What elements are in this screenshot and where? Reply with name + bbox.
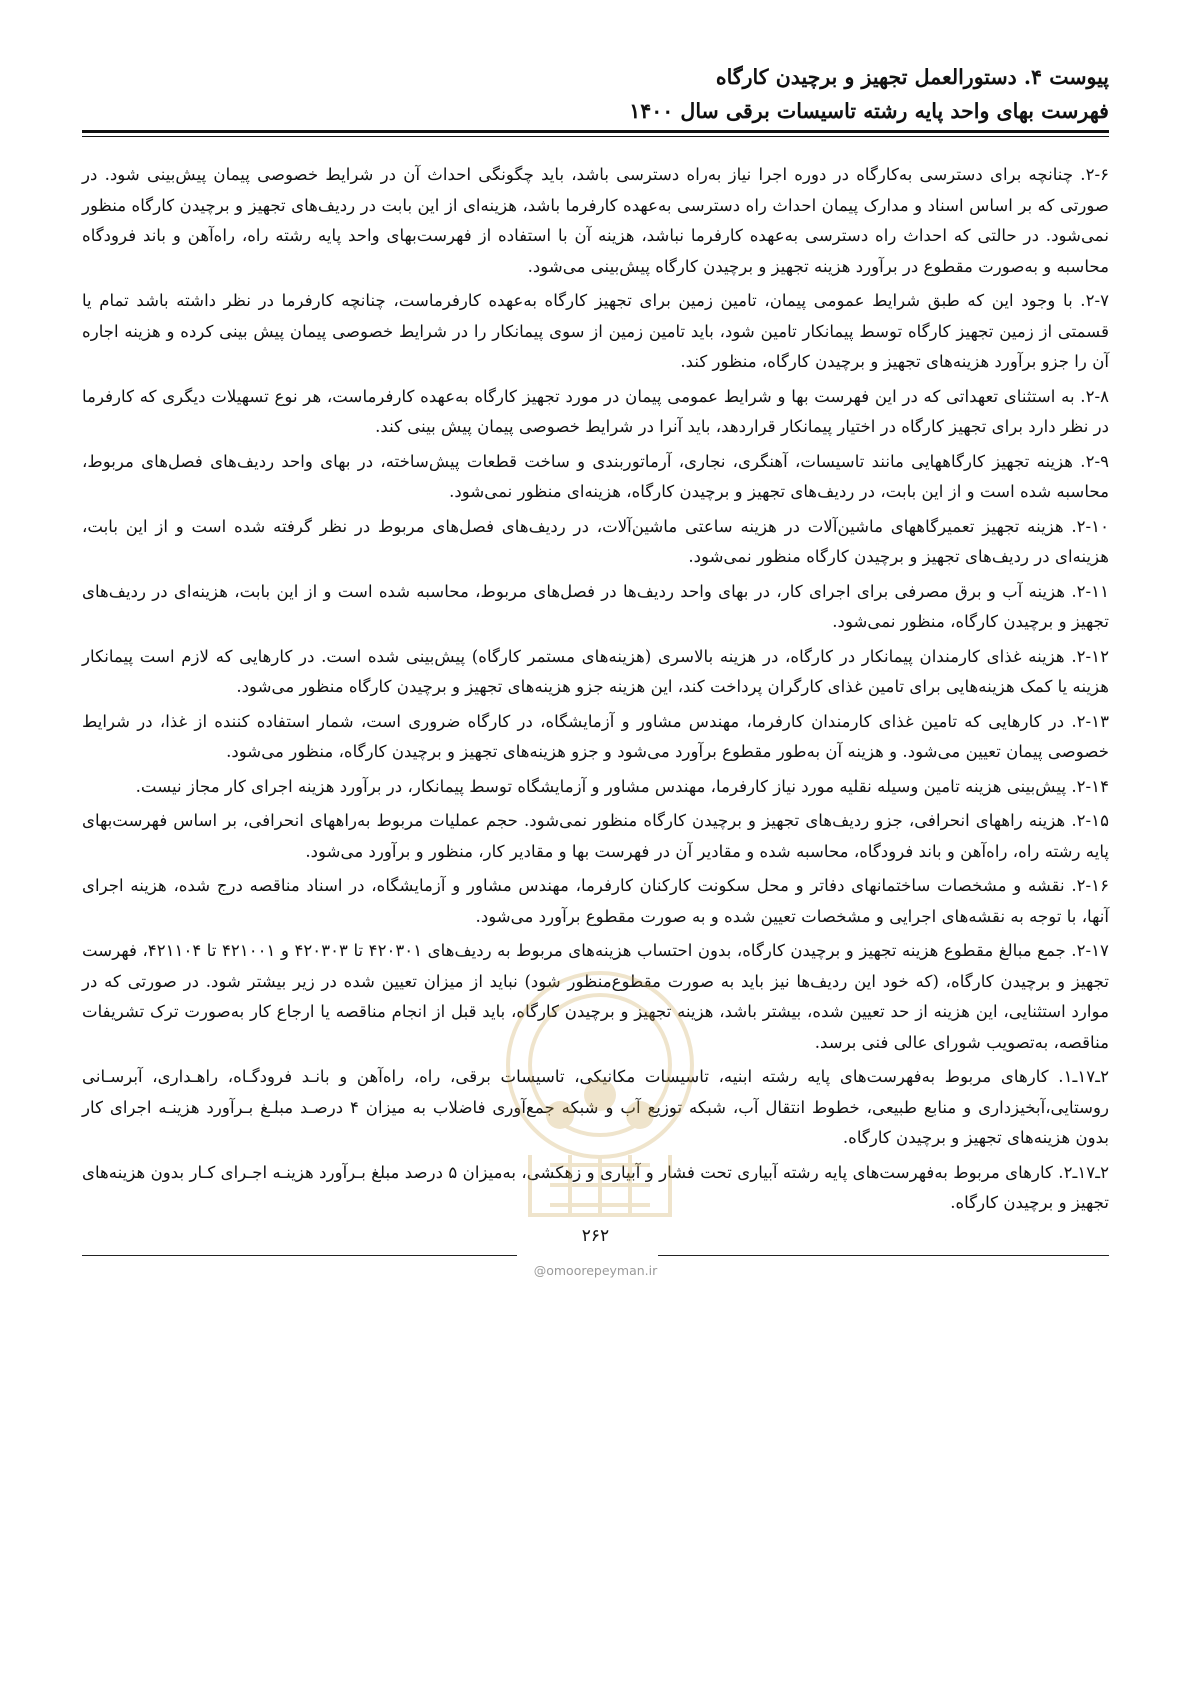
page-header xyxy=(79,60,1109,128)
header-title: پیوست ۴. دستورالعمل تجهیز و برچیدن کارگاه xyxy=(715,65,1109,89)
body-text xyxy=(82,160,1109,1223)
paragraph-2-8: ۲-۸. به استثنای تعهداتی که در این فهرست بها و شرایط عمومی پیمان در مورد تجهیز کارگاه به‌عهده کارفرماست، هر نوع تسهیلات دیگری که کارفرما در نظر دارد برای تجهیز کارگاه در اختیار پیمانکار قراردهد، باید آنرا در شرایط خصوصی پیمان پیش بینی کند. xyxy=(82,386,1109,436)
paragraph-2-7: ۲-۷. با وجود این که طبق شرایط عمومی پیمان، تامین زمین برای تجهیز کارگاه به‌عهده کارفرماست، چنانچه کارفرما در نظر داشته باشد تمام یا قسمتی از زمین تجهیز کارگاه توسط پیمانکار تامین شود، باید تامین زمین از سوی پیمانکار را در شرایط خصوصی پیمان پیش بینی کرده و هزینه اجاره آن را جزو برآورد هزینه‌های تجهیز و برچیدن کارگاه، منظور کند. xyxy=(82,291,1109,371)
paragraph-2-16: ۲-۱۶. نقشه و مشخصات ساختمانهای دفاتر و محل سکونت کارکنان کارفرما، مهندس مشاور و آزمایشگاه، در اسناد مناقصه درج شده، هزینه اجرای آنها، با توجه به نقشه‌های اجرایی و مشخصات تعیین شده و به صورت مقطوع برآورد می‌شود. xyxy=(82,876,1109,926)
paragraph-2-17: ۲-۱۷. جمع مبالغ مقطوع هزینه تجهیز و برچیدن کارگاه، بدون احتساب هزینه‌های مربوط به ردیف‌های ۴۲۰۳۰۱ تا ۴۲۰۳۰۳ و ۴۲۱۰۰۱ تا ۴۲۱۱۰۴، فهرست تجهیز و برچیدن کارگاه، (که خود این ردیف‌ها نیز باید به صورت مقطوع‌منظور شود) نباید از میزان تعیین شده در زیر بیشتر شود. در صورتی که در موارد استثنایی، این هزینه از حد تعیین شده، بیشتر باشد، هزینه تجهیز و برچیدن کارگاه، باید قبل از انجام مناقصه یا ارجاع کار به‌صورت ترک تشریفات مناقصه، به‌تصویب شورای عالی فنی برسد. xyxy=(82,941,1109,1052)
paragraph-2-14: ۲-۱۴. پیش‌بینی هزینه تامین وسیله نقلیه مورد نیاز کارفرما، مهندس مشاور و آزمایشگاه توسط پیمانکار، در برآورد هزینه اجرای کار مجاز نیست. xyxy=(135,776,1109,796)
paragraph-2-17-2: ۲ـ۱۷ـ۲. کارهای مربوط به‌فهرست‌های پایه رشته آبیاری تحت فشار و آبیاری و زهکشی، به‌میزان ۵ درصد مبلغ بـرآورد هزینـه اجـرای کـار بدون هزینه‌های تجهیز و برچیدن کارگاه. xyxy=(82,1162,1109,1212)
paragraph-2-12: ۲-۱۲. هزینه غذای کارمندان پیمانکار در کارگاه، در هزینه بالاسری (هزینه‌های مستمر کارگاه) پیش‌بینی شده است. در کارهایی که لازم است پیمانکار هزینه یا کمک هزینه‌هایی برای تامین غذای کارگران پرداخت کند، این هزینه جزو هزینه‌های تجهیز و برچیدن کارگاه منظور می‌شود. xyxy=(82,646,1109,696)
footer-rule-right xyxy=(658,1255,1109,1256)
paragraph-2-10: ۲-۱۰. هزینه تجهیز تعمیرگاههای ماشین‌آلات در هزینه ساعتی ماشین‌آلات، در ردیف‌های فصل‌های مربوط در نظر گرفته شده است و از این بابت، هزینه‌ای در ردیف‌های تجهیز و برچیدن کارگاه منظور نمی‌شود. xyxy=(82,516,1109,566)
paragraph-2-9: ۲-۹. هزینه تجهیز کارگاههایی مانند تاسیسات، آهنگری، نجاری، آرماتوربندی و ساخت قطعات پیش‌ساخته، در بهای واحد ردیف‌های فصل‌های مربوط، محاسبه شده است و از این بابت، در ردیف‌های تجهیز و برچیدن کارگاه، هزینه‌ای منظور نمی‌شود. xyxy=(82,451,1109,501)
paragraph-2-11: ۲-۱۱. هزینه آب و برق مصرفی برای اجرای کار، در بهای واحد ردیف‌ها در فصل‌های مربوط، محاسبه شده است و از این بابت، هزینه‌ای در ردیف‌های تجهیز و برچیدن کارگاه، منظور نمی‌شود. xyxy=(82,581,1109,631)
paragraph-2-13: ۲-۱۳. در کارهایی که تامین غذای کارمندان کارفرما، مهندس مشاور و آزمایشگاه، در کارگاه ضروری است، شمار استفاده کننده از غذا، در شرایط خصوصی پیمان تعیین می‌شود. و هزینه آن به‌طور مقطوع برآورد می‌شود و جزو هزینه‌های تجهیز و برچیدن کارگاه، منظور می‌شود. xyxy=(82,711,1109,761)
page-number: ۲۶۲ xyxy=(581,1226,610,1246)
footer-url: @omoorepeyman.ir xyxy=(533,1263,658,1278)
paragraph-2-17-1: ۲ـ۱۷ـ۱. کارهای مربوط به‌فهرست‌های پایه رشته ابنیه، تاسیسات مکانیکی، تاسیسات برقی، راه، راه‌آهن و بانـد فرودگـاه، راهـداری، آبرسـانی روستایی،آبخیزداری و منابع طبیعی، خطوط انتقال آب، شبکه توزیع آب و شبکه جمع‌آوری فاضلاب به میزان ۴ درصـد مبلـغ بـرآورد هزینـه اجرای کار بدون هزینه‌های تجهیز و برچیدن کارگاه. xyxy=(82,1067,1110,1147)
header-rule-thin xyxy=(82,136,1109,137)
footer-rule-left xyxy=(82,1255,517,1256)
header-subtitle: فهرست بهای واحد پایه رشته تاسیسات برقی سال ۱۴۰۰ xyxy=(629,99,1109,123)
paragraph-2-15: ۲-۱۵. هزینه راههای انحرافی، جزو ردیف‌های تجهیز و برچیدن کارگاه منظور نمی‌شود. حجم عملیات مربوط به‌راههای انحرافی، بر اساس فهرست‌بهای پایه رشته راه، راه‌آهن و باند فرودگاه، محاسبه شده و مقادیر آن در فهرست بها و مقادیر کار، منظور و برآورد می‌شود. xyxy=(82,811,1109,861)
paragraph-2-6: ۲-۶. چنانچه برای دسترسی به‌کارگاه در دوره اجرا نیاز به‌راه دسترسی باشد، باید چگونگی احداث آن در شرایط خصوصی پیمان پیش‌بینی شود. در صورتی که بر اساس اسناد و مدارک پیمان احداث راه دسترسی به‌عهده کارفرما باشد، هزینه‌ای از این بابت در ردیف‌های تجهیز و برچیدن کارگاه منظور نمی‌شود. در حالتی که احداث راه دسترسی به‌عهده کارفرما نباشد، هزینه آن با استفاده از فهرست‌بهای واحد پایه رشته راه، راه‌آهن و باند فرودگاه محاسبه و به‌صورت مقطوع در برآورد هزینه تجهیز و برچیدن کارگاه پیش‌بینی می‌شود. xyxy=(82,165,1109,276)
header-rule-thick xyxy=(82,130,1109,133)
